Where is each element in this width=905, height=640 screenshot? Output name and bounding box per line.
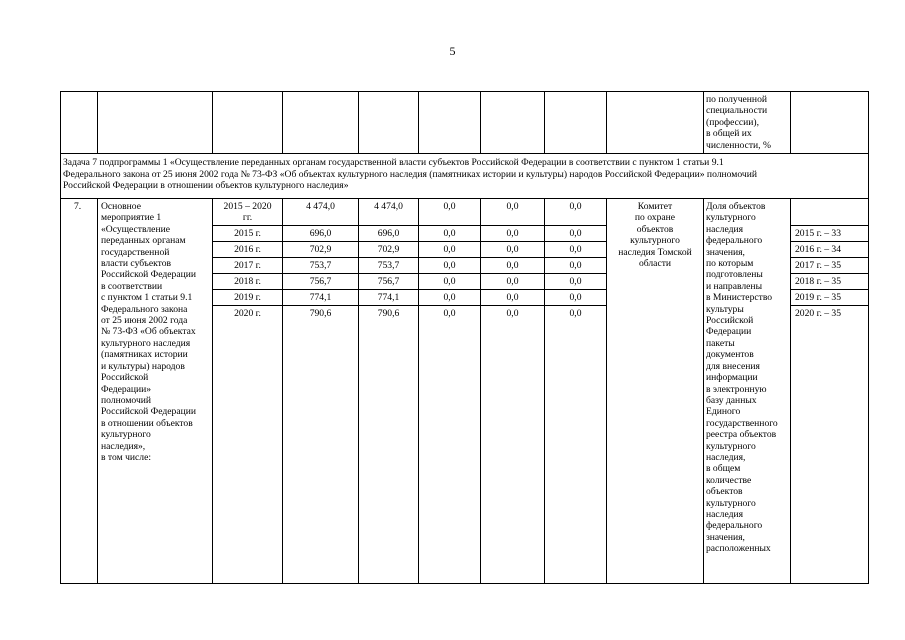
table-right-border	[868, 91, 869, 584]
column-divider	[544, 91, 545, 153]
task-row-top-border	[60, 153, 869, 154]
target-cell: 2017 г. – 35	[795, 260, 842, 271]
total-cell: 753,7	[309, 260, 332, 271]
federal-cell: 4 474,0	[374, 201, 403, 212]
value-cell: 0,0	[443, 244, 456, 255]
year-cell: 2020 г.	[234, 308, 261, 319]
year-cell: 2017 г.	[234, 260, 261, 271]
target-cell: 2015 г. – 33	[795, 228, 842, 239]
column-divider	[282, 91, 283, 153]
value-cell: 0,0	[569, 276, 582, 287]
total-cell: 696,0	[309, 228, 332, 239]
federal-cell: 753,7	[377, 260, 400, 271]
total-cell: 774,1	[309, 292, 332, 303]
item-row-top-border	[60, 198, 869, 199]
year-row-rule	[212, 225, 606, 226]
table-top-border	[60, 91, 869, 92]
target-cell: 2018 г. – 35	[795, 276, 842, 287]
federal-cell: 756,7	[377, 276, 400, 287]
value-cell: 0,0	[506, 292, 519, 303]
federal-cell: 696,0	[377, 228, 400, 239]
target-row-rule	[790, 305, 869, 306]
federal-cell: 774,1	[377, 292, 400, 303]
federal-cell: 790,6	[377, 308, 400, 319]
table-left-border	[60, 91, 61, 584]
value-cell: 0,0	[569, 292, 582, 303]
total-cell: 790,6	[309, 308, 332, 319]
total-cell: 756,7	[309, 276, 332, 287]
year-cell: 2016 г.	[234, 244, 261, 255]
value-cell: 0,0	[506, 228, 519, 239]
target-row-rule	[790, 225, 869, 226]
year-cell: 2019 г.	[234, 292, 261, 303]
column-divider	[418, 198, 419, 584]
value-cell: 0,0	[443, 260, 456, 271]
item-name: Основное мероприятие 1 «Осуществление переданных органам государственной власти субъектов Российской Федерации в соответствии с пунктом 1 статьи 9.1 Федерального закона от 25 июня 2002 года № 73-ФЗ «Об объектах культурного наследия (памятниках истории и культуры) народов Российской Федерации» полномочий Российской Федерации в отношении объектов культурного наследия», в том числе:	[101, 201, 196, 463]
target-row-rule	[790, 257, 869, 258]
value-cell: 0,0	[506, 244, 519, 255]
target-row-rule	[790, 241, 869, 242]
page-number: 5	[449, 44, 456, 58]
column-divider	[97, 198, 98, 584]
column-divider	[480, 198, 481, 584]
column-divider	[212, 91, 213, 153]
column-divider	[97, 91, 98, 153]
value-cell: 0,0	[443, 228, 456, 239]
prev-indicator-cell: по полученной специальности (профессии), в общей их численности, %	[706, 94, 771, 151]
target-row-rule	[790, 273, 869, 274]
target-cell: 2020 г. – 35	[795, 308, 842, 319]
value-cell: 0,0	[443, 308, 456, 319]
value-cell: 0,0	[506, 260, 519, 271]
table-bottom-border	[60, 583, 869, 584]
year-row-rule	[212, 273, 606, 274]
value-cell: 0,0	[443, 201, 456, 212]
value-cell: 0,0	[443, 276, 456, 287]
value-cell: 0,0	[569, 308, 582, 319]
federal-cell: 702,9	[377, 244, 400, 255]
target-row-rule	[790, 289, 869, 290]
value-cell: 0,0	[569, 244, 582, 255]
year-row-rule	[212, 241, 606, 242]
value-cell: 0,0	[506, 308, 519, 319]
year-cell: 2015 г.	[234, 228, 261, 239]
year-row-rule	[212, 305, 606, 306]
item-number: 7.	[74, 201, 82, 212]
target-cell: 2019 г. – 35	[795, 292, 842, 303]
column-divider	[606, 91, 607, 153]
column-divider	[703, 91, 704, 153]
task-heading: Задача 7 подпрограммы 1 «Осуществление переданных органам государственной власти субъектов Российской Федерации в соответствии с пунктом 1 статьи 9.1 Федерального закона от 25 июня 2002 года № 73-ФЗ «Об объектах культурного наследия (памятниках истории и культуры) народов Российской Федерации» полномочий Российской Федерации в отношении объектов культурного наследия»	[63, 157, 757, 192]
period-total-label: 2015 – 2020 гг.	[223, 201, 272, 224]
column-divider	[358, 91, 359, 153]
year-cell: 2018 г.	[234, 276, 261, 287]
total-cell: 702,9	[309, 244, 332, 255]
executor-cell: Комитет по охране объектов культурного наследия Томской области	[618, 201, 692, 270]
value-cell: 0,0	[569, 228, 582, 239]
value-cell: 0,0	[506, 276, 519, 287]
year-row-rule	[212, 257, 606, 258]
value-cell: 0,0	[506, 201, 519, 212]
value-cell: 0,0	[569, 260, 582, 271]
column-divider	[418, 91, 419, 153]
value-cell: 0,0	[443, 292, 456, 303]
column-divider	[790, 198, 791, 584]
column-divider	[282, 198, 283, 584]
target-cell: 2016 г. – 34	[795, 244, 842, 255]
column-divider	[480, 91, 481, 153]
column-divider	[544, 198, 545, 584]
column-divider	[790, 91, 791, 153]
value-cell: 0,0	[569, 201, 582, 212]
column-divider	[358, 198, 359, 584]
year-row-rule	[212, 289, 606, 290]
column-divider	[703, 198, 704, 584]
column-divider	[212, 198, 213, 584]
total-cell: 4 474,0	[306, 201, 335, 212]
indicator-cell: Доля объектов культурного наследия федерального значения, по которым подготовлены и направлены в Министерство культуры Российской Федерации пакеты документов для внесения информации в электронную базу данных Единого государственного реестра объектов культурного наследия, в общем количестве объектов культурного наследия федерального значения, расположенных	[706, 201, 778, 555]
